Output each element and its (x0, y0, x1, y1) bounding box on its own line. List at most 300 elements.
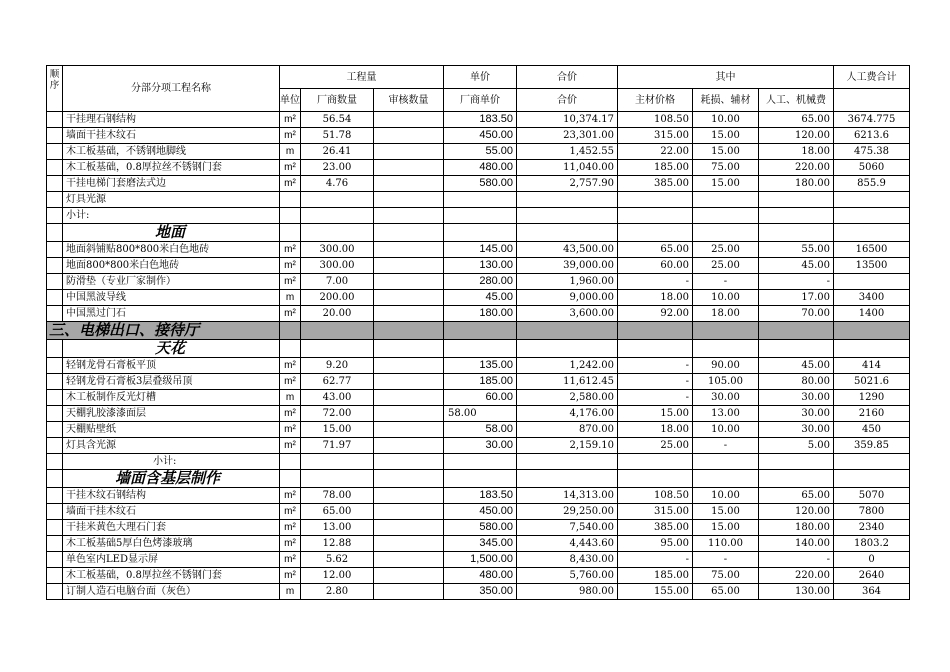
item-total: 10,374.17 (517, 112, 618, 128)
item-material-price: 92.00 (618, 306, 693, 322)
subsection-title: 天花 (63, 340, 280, 358)
item-labor-machine: 180.00 (759, 520, 834, 536)
header-loss: 耗损、辅材 (693, 89, 759, 112)
item-labor-total: 2640 (834, 568, 910, 584)
item-total: 4,176.00 (517, 406, 618, 422)
item-total (517, 208, 618, 224)
item-unit: m² (280, 438, 301, 454)
item-labor-total: 3674.775 (834, 112, 910, 128)
subsection-row (47, 470, 910, 488)
item-unit-price: 180.00 (444, 306, 517, 322)
table-row (47, 520, 910, 536)
table-row (47, 176, 910, 192)
table-row (47, 242, 910, 258)
empty-cell (280, 322, 301, 340)
empty-cell (301, 224, 374, 242)
item-audit-qty (374, 144, 444, 160)
item-total: 2,580.00 (517, 390, 618, 406)
item-unit-price: 345.00 (444, 536, 517, 552)
item-labor-total: 2340 (834, 520, 910, 536)
item-total: 2,757.90 (517, 176, 618, 192)
seq-cell (47, 552, 63, 568)
item-loss: 75.00 (693, 160, 759, 176)
item-material-price: - (618, 274, 693, 290)
item-labor-total: 0 (834, 552, 910, 568)
item-material-price: 108.50 (618, 488, 693, 504)
header-total2: 合价 (517, 89, 618, 112)
item-name: 轻钢龙骨石膏板3层叠级吊顶 (63, 374, 280, 390)
item-material-price: 315.00 (618, 128, 693, 144)
item-unit-price: 450.00 (444, 504, 517, 520)
item-labor-machine: 120.00 (759, 504, 834, 520)
item-name: 地面斜铺贴800*800米白色地砖 (63, 242, 280, 258)
item-material-price: 22.00 (618, 144, 693, 160)
empty-cell (517, 470, 618, 488)
item-total: 11,612.45 (517, 374, 618, 390)
seq-cell (47, 406, 63, 422)
item-loss: 30.00 (693, 390, 759, 406)
item-total: 3,600.00 (517, 306, 618, 322)
empty-cell (693, 340, 759, 358)
item-loss: 105.00 (693, 374, 759, 390)
seq-cell (47, 422, 63, 438)
empty-cell (693, 224, 759, 242)
empty-cell (618, 340, 693, 358)
item-vendor-qty: 5.62 (301, 552, 374, 568)
item-material-price: 385.00 (618, 520, 693, 536)
item-vendor-qty: 71.97 (301, 438, 374, 454)
item-material-price: 25.00 (618, 438, 693, 454)
item-unit: m (280, 290, 301, 306)
item-audit-qty (374, 438, 444, 454)
item-labor-total: 2160 (834, 406, 910, 422)
item-vendor-qty: 43.00 (301, 390, 374, 406)
table-row (47, 374, 910, 390)
item-unit-price: 145.00 (444, 242, 517, 258)
item-labor-total: 450 (834, 422, 910, 438)
header-seq: 顺序 (47, 66, 63, 112)
item-audit-qty (374, 242, 444, 258)
item-loss: - (693, 438, 759, 454)
item-loss: 25.00 (693, 242, 759, 258)
empty-cell (834, 322, 910, 340)
item-name: 木工板基础，0.8厚拉丝不锈钢门套 (63, 568, 280, 584)
seq-cell (47, 488, 63, 504)
item-total: 39,000.00 (517, 258, 618, 274)
item-vendor-qty: 72.00 (301, 406, 374, 422)
item-unit: m² (280, 406, 301, 422)
table-row (47, 274, 910, 290)
item-labor-machine: 18.00 (759, 144, 834, 160)
header-unit: 单位 (280, 89, 301, 112)
seq-cell (47, 290, 63, 306)
item-labor-total: 3400 (834, 290, 910, 306)
item-audit-qty (374, 422, 444, 438)
table-row (47, 454, 910, 470)
item-name: 干挂理石钢结构 (63, 112, 280, 128)
item-audit-qty (374, 290, 444, 306)
item-vendor-qty (301, 192, 374, 208)
seq-cell (47, 504, 63, 520)
item-labor-machine: 140.00 (759, 536, 834, 552)
item-total: 29,250.00 (517, 504, 618, 520)
table-row (47, 258, 910, 274)
seq-cell (47, 536, 63, 552)
seq-cell (47, 470, 63, 488)
item-labor-machine: 45.00 (759, 258, 834, 274)
item-unit: m² (280, 504, 301, 520)
item-loss: 10.00 (693, 112, 759, 128)
item-material-price: 185.00 (618, 160, 693, 176)
seq-cell (47, 192, 63, 208)
item-vendor-qty: 26.41 (301, 144, 374, 160)
seq-cell (47, 274, 63, 290)
header-vendor-qty: 厂商数量 (301, 89, 374, 112)
item-material-price: 155.00 (618, 584, 693, 600)
item-name: 天棚贴壁纸 (63, 422, 280, 438)
empty-cell (280, 224, 301, 242)
item-name: 中国黑波导线 (63, 290, 280, 306)
item-unit-price: 580.00 (444, 176, 517, 192)
table-row (47, 128, 910, 144)
header-quantity: 工程量 (280, 66, 444, 89)
empty-cell (444, 340, 517, 358)
item-unit: m (280, 144, 301, 160)
item-labor-total: 855.9 (834, 176, 910, 192)
item-loss: 13.00 (693, 406, 759, 422)
item-labor-total: 359.85 (834, 438, 910, 454)
item-vendor-qty: 23.00 (301, 160, 374, 176)
seq-cell (47, 584, 63, 600)
table-row (47, 536, 910, 552)
empty-cell (618, 470, 693, 488)
item-labor-machine: 65.00 (759, 488, 834, 504)
item-name: 墙面干挂木纹石 (63, 504, 280, 520)
item-material-price: 60.00 (618, 258, 693, 274)
item-material-price: 108.50 (618, 112, 693, 128)
item-labor-total: 1290 (834, 390, 910, 406)
item-material-price (618, 208, 693, 224)
header-labor-total: 人工费合计 (834, 66, 910, 89)
item-unit-price: 183.50 (444, 112, 517, 128)
item-total: 14,313.00 (517, 488, 618, 504)
empty-cell (517, 340, 618, 358)
table-row (47, 160, 910, 176)
item-unit-price: 58.00 (444, 422, 517, 438)
item-labor-machine: 55.00 (759, 242, 834, 258)
item-total: 1,242.00 (517, 358, 618, 374)
item-vendor-qty: 4.76 (301, 176, 374, 192)
item-name: 木工板基础，不锈钢地脚线 (63, 144, 280, 160)
item-vendor-qty: 300.00 (301, 242, 374, 258)
item-material-price: 185.00 (618, 568, 693, 584)
item-labor-total (834, 454, 910, 470)
item-audit-qty (374, 374, 444, 390)
item-labor-machine: 45.00 (759, 358, 834, 374)
item-loss: 10.00 (693, 422, 759, 438)
header-total: 合价 (517, 66, 618, 89)
item-material-price: 18.00 (618, 290, 693, 306)
item-unit-price: 135.00 (444, 358, 517, 374)
item-loss: 110.00 (693, 536, 759, 552)
item-vendor-qty: 12.88 (301, 536, 374, 552)
item-loss: 25.00 (693, 258, 759, 274)
item-labor-total: 5070 (834, 488, 910, 504)
seq-cell (47, 438, 63, 454)
seq-cell (47, 258, 63, 274)
item-loss (693, 454, 759, 470)
seq-cell (47, 340, 63, 358)
item-total: 5,760.00 (517, 568, 618, 584)
empty-cell (517, 322, 618, 340)
item-unit: m² (280, 112, 301, 128)
seq-cell (47, 160, 63, 176)
item-unit: m² (280, 176, 301, 192)
header-audit-qty: 审核数量 (374, 89, 444, 112)
item-unit: m² (280, 128, 301, 144)
empty-cell (759, 322, 834, 340)
header-breakdown: 其中 (618, 66, 834, 89)
seq-cell (47, 128, 63, 144)
item-labor-total (834, 274, 910, 290)
item-total: 11,040.00 (517, 160, 618, 176)
item-audit-qty (374, 192, 444, 208)
item-name: 订制人造石电脑台面（灰色） (63, 584, 280, 600)
item-unit-price: 130.00 (444, 258, 517, 274)
item-unit-price: 480.00 (444, 568, 517, 584)
item-loss: 90.00 (693, 358, 759, 374)
item-name: 灯具光源 (63, 192, 280, 208)
item-labor-machine: 30.00 (759, 390, 834, 406)
item-material-price: - (618, 552, 693, 568)
empty-cell (759, 470, 834, 488)
item-unit-price: 350.00 (444, 584, 517, 600)
table-row (47, 568, 910, 584)
item-unit: m² (280, 242, 301, 258)
header-unit-price: 单价 (444, 66, 517, 89)
item-labor-total (834, 208, 910, 224)
empty-cell (759, 224, 834, 242)
item-audit-qty (374, 358, 444, 374)
item-material-price (618, 192, 693, 208)
item-audit-qty (374, 390, 444, 406)
item-total (517, 454, 618, 470)
item-loss: - (693, 274, 759, 290)
item-unit-price: 45.00 (444, 290, 517, 306)
item-vendor-qty: 2.80 (301, 584, 374, 600)
item-labor-machine (759, 454, 834, 470)
empty-cell (301, 340, 374, 358)
item-loss (693, 192, 759, 208)
empty-cell (301, 470, 374, 488)
item-material-price: 15.00 (618, 406, 693, 422)
item-labor-machine: 65.00 (759, 112, 834, 128)
seq-cell (47, 568, 63, 584)
empty-cell (834, 224, 910, 242)
empty-cell (693, 470, 759, 488)
item-vendor-qty: 200.00 (301, 290, 374, 306)
table-row (47, 584, 910, 600)
item-material-price: 18.00 (618, 422, 693, 438)
empty-cell (834, 470, 910, 488)
item-loss: 15.00 (693, 520, 759, 536)
empty-cell (759, 340, 834, 358)
item-material-price: 65.00 (618, 242, 693, 258)
header-labor-total-blank (834, 89, 910, 112)
item-vendor-qty: 15.00 (301, 422, 374, 438)
seq-cell (47, 242, 63, 258)
item-loss: 65.00 (693, 584, 759, 600)
item-loss: 75.00 (693, 568, 759, 584)
item-vendor-qty: 62.77 (301, 374, 374, 390)
section-row (47, 322, 910, 340)
item-audit-qty (374, 520, 444, 536)
item-total: 870.00 (517, 422, 618, 438)
item-audit-qty (374, 176, 444, 192)
item-unit: m² (280, 160, 301, 176)
quotation-table (46, 65, 910, 600)
item-unit: m² (280, 568, 301, 584)
item-loss: 10.00 (693, 290, 759, 306)
item-labor-total: 6213.6 (834, 128, 910, 144)
item-name: 轻钢龙骨石膏板平顶 (63, 358, 280, 374)
item-unit-price: 1,500.00 (444, 552, 517, 568)
item-audit-qty (374, 128, 444, 144)
seq-cell (47, 176, 63, 192)
item-labor-total: 13500 (834, 258, 910, 274)
header-name: 分部分项工程名称 (63, 66, 280, 112)
item-vendor-qty: 9.20 (301, 358, 374, 374)
item-unit-price (444, 208, 517, 224)
item-labor-machine: 220.00 (759, 568, 834, 584)
item-audit-qty (374, 208, 444, 224)
item-name: 天棚乳胶漆漆面层 (63, 406, 280, 422)
item-labor-total: 364 (834, 584, 910, 600)
item-vendor-qty: 12.00 (301, 568, 374, 584)
item-unit: m² (280, 274, 301, 290)
table-row (47, 306, 910, 322)
seq-cell (47, 112, 63, 128)
item-labor-total: 414 (834, 358, 910, 374)
item-unit-price: 450.00 (444, 128, 517, 144)
item-labor-total: 1803.2 (834, 536, 910, 552)
item-vendor-qty (301, 454, 374, 470)
item-name: 地面800*800米白色地砖 (63, 258, 280, 274)
item-labor-machine: 70.00 (759, 306, 834, 322)
item-unit: m² (280, 520, 301, 536)
item-material-price: - (618, 358, 693, 374)
item-material-price (618, 454, 693, 470)
item-loss: 18.00 (693, 306, 759, 322)
item-labor-machine: - (759, 552, 834, 568)
item-vendor-qty: 78.00 (301, 488, 374, 504)
item-total: 9,000.00 (517, 290, 618, 306)
item-audit-qty (374, 536, 444, 552)
subsection-row (47, 224, 910, 242)
item-audit-qty (374, 112, 444, 128)
subsection-title: 墙面含基层制作 (63, 470, 280, 488)
item-unit-price: 58.00 (444, 406, 517, 422)
empty-cell (444, 322, 517, 340)
table-row (47, 422, 910, 438)
item-labor-total: 7800 (834, 504, 910, 520)
empty-cell (374, 322, 444, 340)
item-vendor-qty: 300.00 (301, 258, 374, 274)
empty-cell (834, 340, 910, 358)
item-unit: m² (280, 306, 301, 322)
item-unit: m² (280, 552, 301, 568)
table-row (47, 552, 910, 568)
item-unit: m² (280, 488, 301, 504)
item-unit-price: 185.00 (444, 374, 517, 390)
item-unit-price: 280.00 (444, 274, 517, 290)
item-loss: 15.00 (693, 176, 759, 192)
empty-cell (618, 322, 693, 340)
item-labor-machine: - (759, 274, 834, 290)
table-row (47, 112, 910, 128)
header-material-price: 主材价格 (618, 89, 693, 112)
item-labor-machine: 30.00 (759, 422, 834, 438)
item-labor-machine: 80.00 (759, 374, 834, 390)
seq-cell (47, 390, 63, 406)
item-material-price: 95.00 (618, 536, 693, 552)
item-total: 2,159.10 (517, 438, 618, 454)
item-loss: 10.00 (693, 488, 759, 504)
table-row (47, 390, 910, 406)
item-total: 23,301.00 (517, 128, 618, 144)
item-name: 干挂电梯门套磨法式边 (63, 176, 280, 192)
empty-cell (618, 224, 693, 242)
item-total: 7,540.00 (517, 520, 618, 536)
item-audit-qty (374, 552, 444, 568)
item-labor-total (834, 192, 910, 208)
item-name: 小计: (63, 454, 280, 470)
subsection-row (47, 340, 910, 358)
item-vendor-qty: 51.78 (301, 128, 374, 144)
item-loss: 15.00 (693, 144, 759, 160)
section-title: 三、电梯出口、接待厅 (47, 322, 280, 340)
item-labor-machine (759, 192, 834, 208)
seq-cell (47, 520, 63, 536)
empty-cell (517, 224, 618, 242)
item-labor-total: 5021.6 (834, 374, 910, 390)
item-total: 4,443.60 (517, 536, 618, 552)
item-name: 防滑垫（专业厂家制作） (63, 274, 280, 290)
item-unit-price (444, 192, 517, 208)
item-unit (280, 454, 301, 470)
item-name: 木工板基础5厚白色烤漆玻璃 (63, 536, 280, 552)
item-audit-qty (374, 454, 444, 470)
table-row (47, 406, 910, 422)
item-audit-qty (374, 504, 444, 520)
item-unit-price (444, 454, 517, 470)
subsection-title: 地面 (63, 224, 280, 242)
empty-cell (374, 470, 444, 488)
empty-cell (374, 340, 444, 358)
item-material-price: - (618, 374, 693, 390)
item-vendor-qty (301, 208, 374, 224)
header-vendor-price: 厂商单价 (444, 89, 517, 112)
item-labor-total: 5060 (834, 160, 910, 176)
item-total: 1,452.55 (517, 144, 618, 160)
table-row (47, 358, 910, 374)
item-unit (280, 192, 301, 208)
item-loss (693, 208, 759, 224)
header-labor-machine: 人工、机械费 (759, 89, 834, 112)
item-audit-qty (374, 568, 444, 584)
item-labor-machine (759, 208, 834, 224)
item-unit: m² (280, 536, 301, 552)
